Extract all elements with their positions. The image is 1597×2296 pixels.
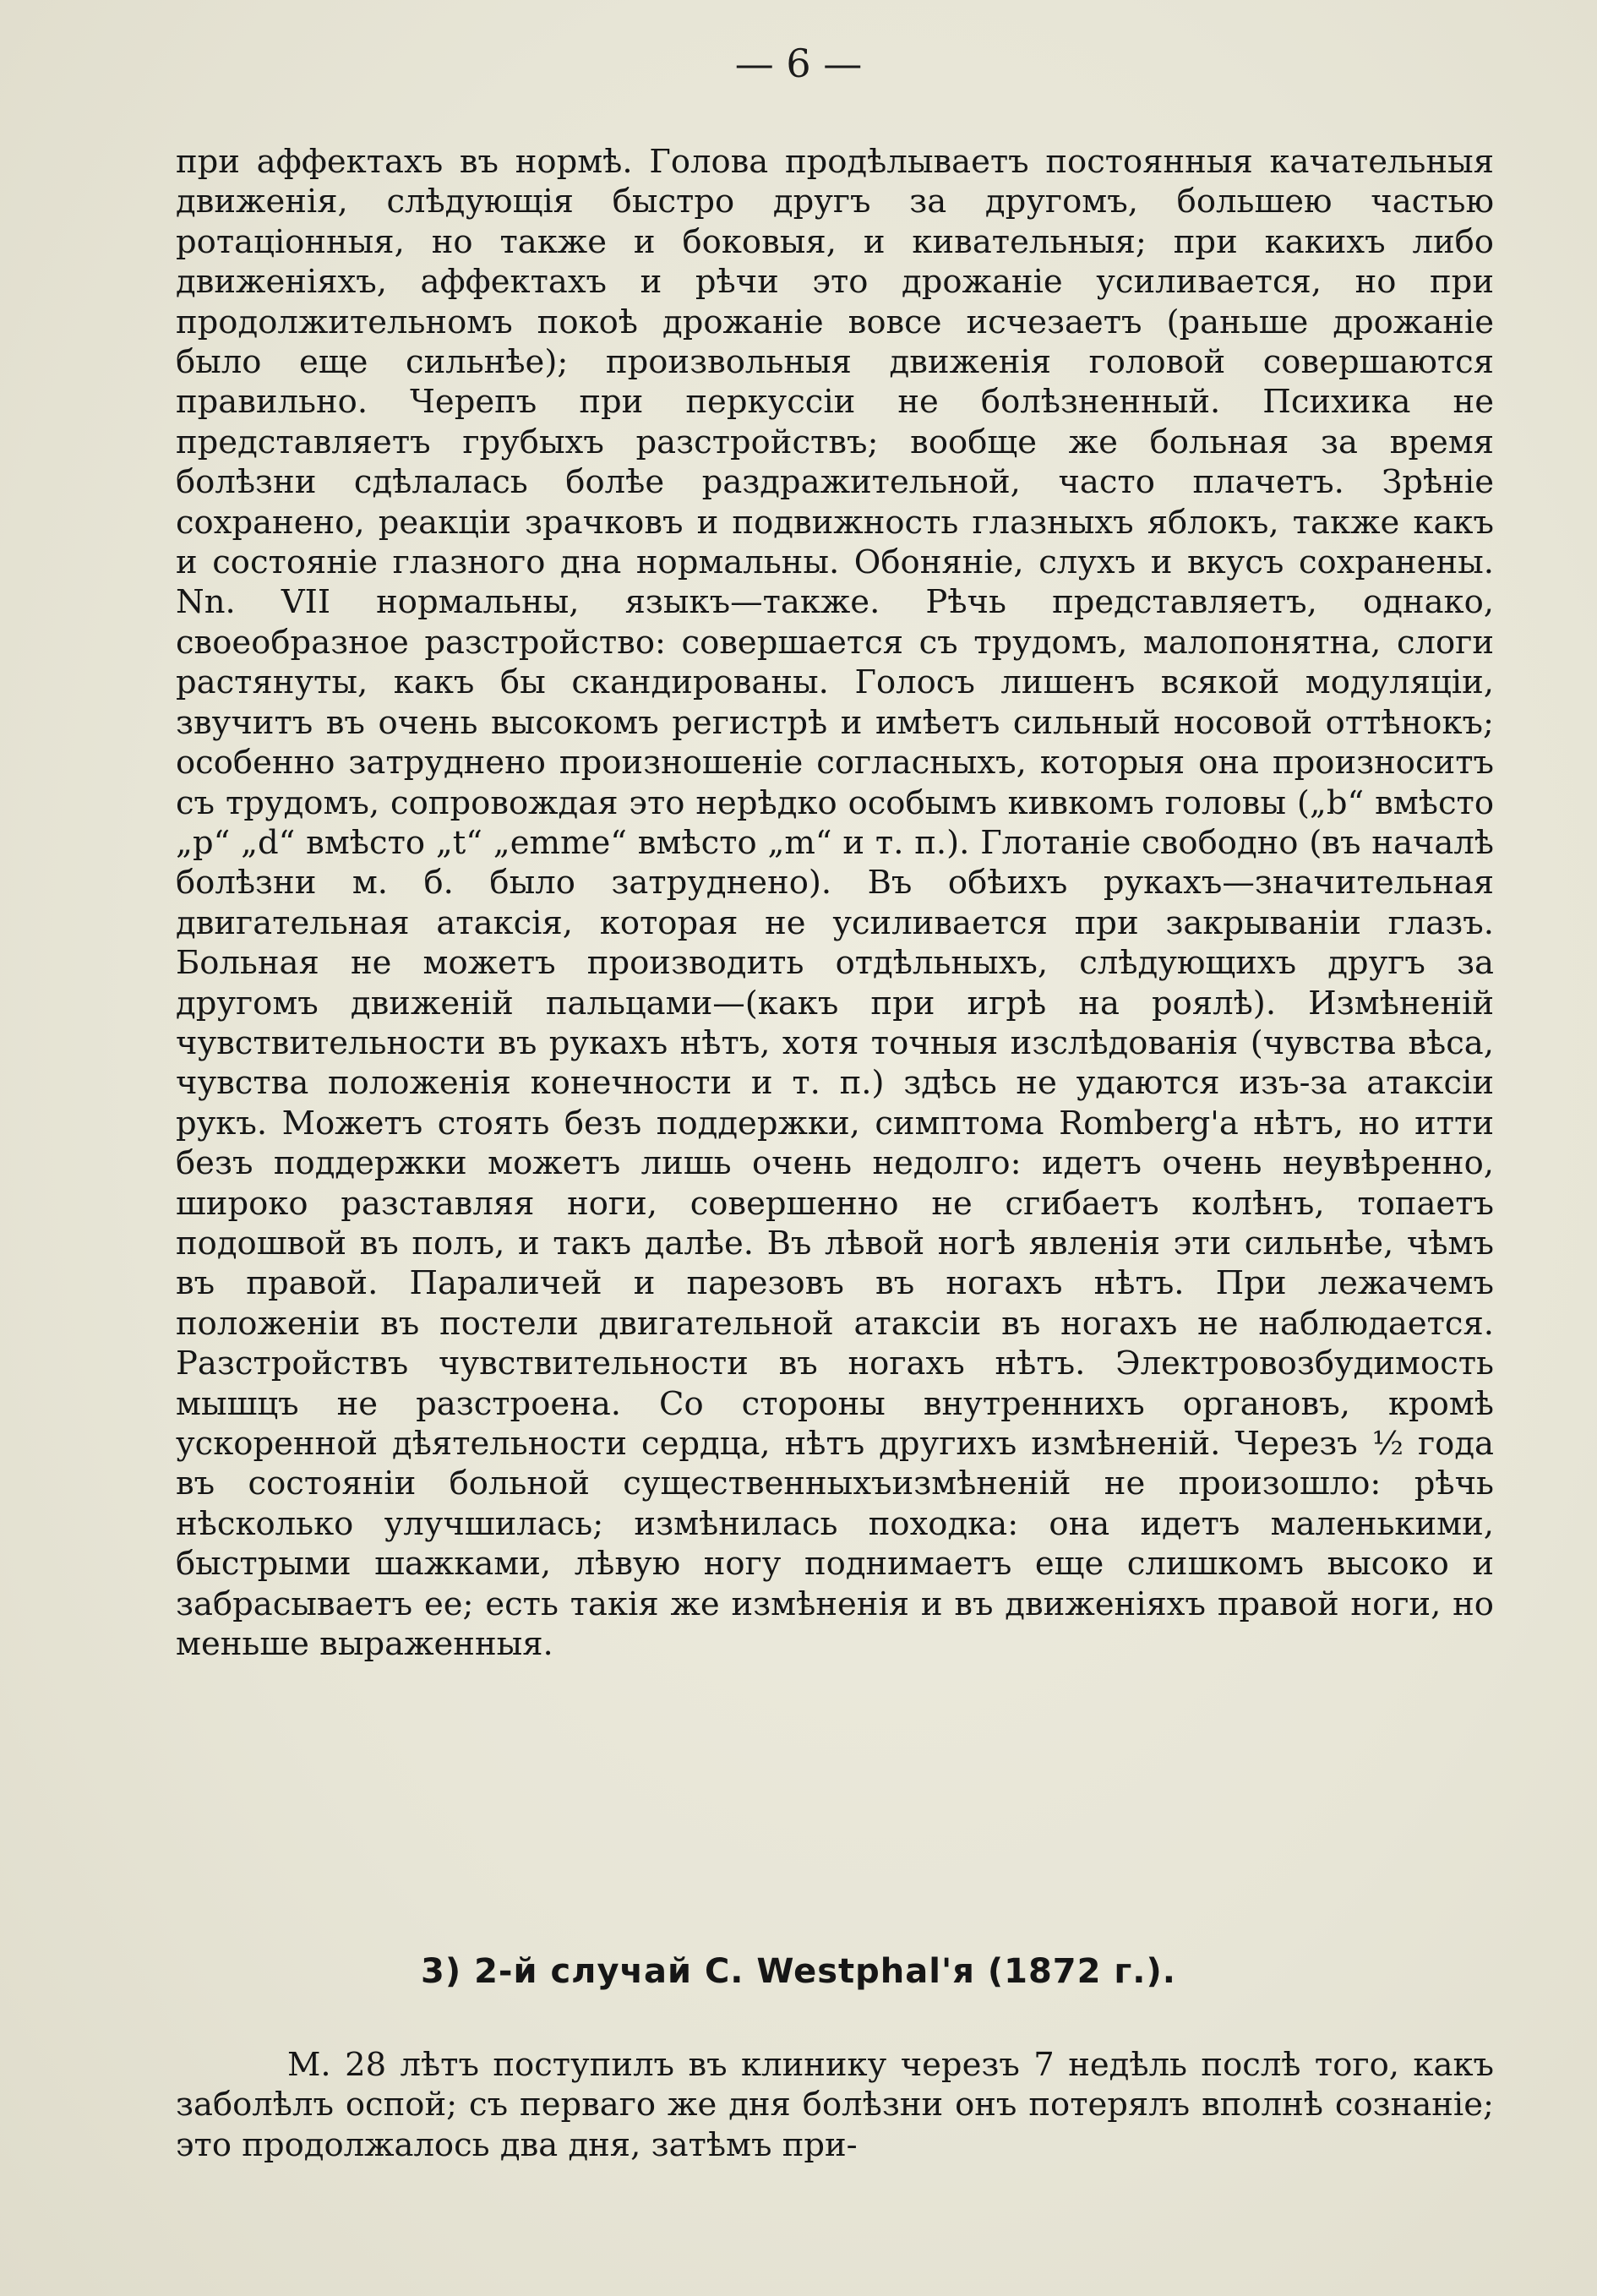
section-heading: 3) 2-й случай C. Westphal'я (1872 г.). [421, 1952, 1176, 1991]
second-text-block [176, 2045, 1494, 2165]
main-text-block [176, 142, 1494, 1664]
page-number: — 6 — [734, 41, 863, 86]
paragraph-case-description: при аффектахъ въ нормѣ. Голова продѣлываетъ постоянныя качательныя движенія, слѣдующія быстро другъ за другомъ, большею частью ротаціонныя, но также и боковыя, и кивательныя; при какихъ либо движеніяхъ, аффектахъ и рѣчи это дрожаніе усиливается, но при продолжительномъ покоѣ дрожаніе вовсе исчезаетъ (раньше дрожаніе было еще сильнѣе); произвольныя движенія головой совершаются правильно. Черепъ при перкуссіи не болѣзненный. Психика не представляетъ грубыхъ разстройствъ; вообще же больная за время болѣзни сдѣлалась болѣе раздражительной, часто плачетъ. Зрѣніе сохранено, реакціи зрачковъ и подвижность глазныхъ яблокъ, также какъ и состояніе глазного дна нормальны. Обоняніе, слухъ и вкусъ сохранены. Nn. VII нормальны, языкъ—также. Рѣчь представляетъ, однако, своеобразное разстройство: совершается съ трудомъ, малопонятна, слоги растянуты, какъ бы скандированы. Голосъ лишенъ всякой модуляціи, звучитъ въ очень высокомъ регистрѣ и имѣетъ сильный носовой оттѣнокъ; особенно затруднено произношеніе согласныхъ, которыя она произноситъ съ трудомъ, сопровождая это нерѣдко особымъ кивкомъ головы („b“ вмѣсто „p“ „d“ вмѣсто „t“ „emme“ вмѣсто „m“ и т. п.). Глотаніе свободно (въ началѣ болѣзни м. б. было затруднено). Въ обѣихъ рукахъ—значительная двигательная атаксія, которая не усиливается при закрываніи глазъ. Больная не можетъ производить отдѣльныхъ, слѣдующихъ другъ за другомъ движеній пальцами—(какъ при игрѣ на роялѣ). Измѣненій чувствительности въ рукахъ нѣтъ, хотя точныя изслѣдованія (чувства вѣса, чувства положенія конечности и т. п.) здѣсь не удаются изъ-за атаксіи рукъ. Можетъ стоять безъ поддержки, симптома Romberg'а нѣтъ, но итти безъ поддержки можетъ лишь очень недолго: идетъ очень неувѣренно, широко разставляя ноги, совершенно не сгибаетъ колѣнъ, топаетъ подошвой въ полъ, и такъ далѣе. Въ лѣвой ногѣ явленія эти сильнѣе, чѣмъ въ правой. Параличей и парезовъ въ ногахъ нѣтъ. При лежачемъ положеніи въ постели двигательной атаксіи въ ногахъ не наблюдается. Разстройствъ чувствительности въ ногахъ нѣтъ. Электровозбудимость мышцъ не разстроена. Со стороны внутреннихъ органовъ, кромѣ ускоренной дѣятельности сердца, нѣтъ другихъ измѣненій. Черезъ ½ года въ состояніи больной существенныхъизмѣненій не произошло: рѣчь нѣсколько улучшилась; измѣнилась походка: она идетъ маленькими, быстрыми шажками, лѣвую ногу поднимаетъ еще слишкомъ высоко и забрасываетъ ее; есть такія же измѣненія и въ движеніяхъ правой ноги, но меньше выраженныя. [176, 143, 1494, 1664]
paragraph-second-case: М. 28 лѣтъ поступилъ въ клинику черезъ 7 недѣль послѣ того, какъ заболѣлъ оспой; съ перваго же дня болѣзни онъ потерялъ вполнѣ сознаніе; это продолжалось два дня, затѣмъ при- [176, 2046, 1494, 2164]
